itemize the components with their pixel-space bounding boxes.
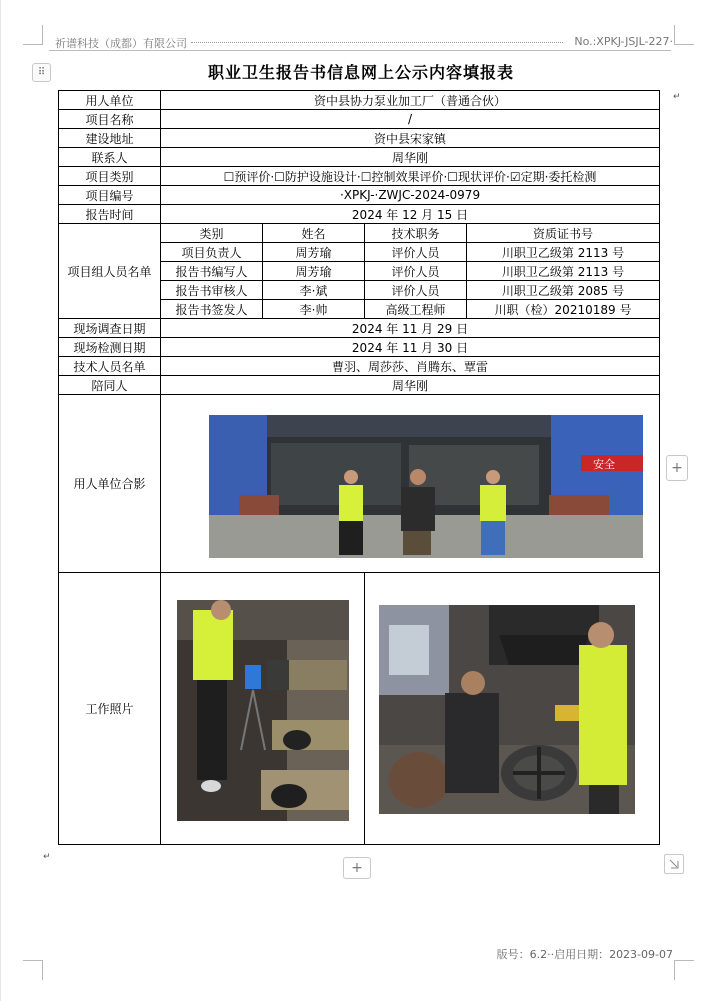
value-report-time[interactable]: 2024 年 12 月 15 日 bbox=[161, 205, 660, 224]
table-resize-handle-icon[interactable] bbox=[664, 854, 684, 874]
team-header-role: 类别 bbox=[161, 224, 263, 243]
value-category[interactable]: ☐预评价·☐防护设施设计·☐控制效果评价·☐现状评价·☑定期·委托检测 bbox=[161, 167, 660, 186]
label-escort: 陪同人 bbox=[59, 376, 161, 395]
label-category: 项目类别 bbox=[59, 167, 161, 186]
add-column-button[interactable]: + bbox=[666, 455, 688, 481]
team-title[interactable]: 评价人员 bbox=[365, 281, 467, 300]
table-move-handle-icon[interactable]: ⠿ bbox=[32, 63, 51, 82]
team-title[interactable]: 评价人员 bbox=[365, 243, 467, 262]
label-employer: 用人单位 bbox=[59, 91, 161, 110]
work-photo-1 bbox=[177, 600, 349, 821]
team-cert[interactable]: 川职卫乙级第 2113 号 bbox=[467, 262, 660, 281]
team-title[interactable]: 评价人员 bbox=[365, 262, 467, 281]
row-employer bbox=[59, 91, 660, 110]
label-survey-date: 现场调查日期 bbox=[59, 319, 161, 338]
team-cert[interactable]: 川职（检）20210189 号 bbox=[467, 300, 660, 319]
team-title[interactable]: 高级工程师 bbox=[365, 300, 467, 319]
row-category bbox=[59, 167, 660, 186]
team-role[interactable]: 报告书审核人 bbox=[161, 281, 263, 300]
crop-mark-bottom-left bbox=[23, 960, 43, 980]
header-doc-no: No.:XPKJ-JSJL-227· bbox=[574, 35, 673, 48]
page-title: 职业卫生报告书信息网上公示内容填报表 bbox=[207, 63, 514, 82]
team-header-name: 姓名 bbox=[263, 224, 365, 243]
team-role[interactable]: 项目负责人 bbox=[161, 243, 263, 262]
header-rule bbox=[49, 50, 671, 51]
team-cert[interactable]: 川职卫乙级第 2085 号 bbox=[467, 281, 660, 300]
team-name[interactable]: 周芳瑜 bbox=[263, 243, 365, 262]
header-dot-leader bbox=[191, 42, 563, 43]
label-project-name: 项目名称 bbox=[59, 110, 161, 129]
row-project-no bbox=[59, 186, 660, 205]
team-header-title: 技术职务 bbox=[365, 224, 467, 243]
value-contact[interactable]: 周华刚 bbox=[161, 148, 660, 167]
row-survey-date bbox=[59, 319, 660, 338]
label-work-photos: 工作照片 bbox=[59, 573, 161, 845]
label-address: 建设地址 bbox=[59, 129, 161, 148]
value-technicians[interactable]: 曹羽、周莎莎、肖腾东、覃雷 bbox=[161, 357, 660, 376]
label-detect-date: 现场检测日期 bbox=[59, 338, 161, 357]
row-contact bbox=[59, 148, 660, 167]
value-project-name[interactable]: / bbox=[161, 110, 660, 129]
label-group-photo: 用人单位合影 bbox=[59, 395, 161, 573]
row-escort bbox=[59, 376, 660, 395]
label-contact: 联系人 bbox=[59, 148, 161, 167]
crop-mark-top-left bbox=[23, 25, 43, 45]
row-technicians bbox=[59, 357, 660, 376]
row-report-time bbox=[59, 205, 660, 224]
row-team-header bbox=[59, 224, 660, 243]
paragraph-mark-icon: ↵ bbox=[43, 852, 51, 862]
value-address[interactable]: 资中县宋家镇 bbox=[161, 129, 660, 148]
team-role[interactable]: 报告书编写人 bbox=[161, 262, 263, 281]
value-detect-date[interactable]: 2024 年 11 月 30 日 bbox=[161, 338, 660, 357]
crop-mark-top-right bbox=[674, 25, 694, 45]
team-name[interactable]: 周芳瑜 bbox=[263, 262, 365, 281]
label-project-no: 项目编号 bbox=[59, 186, 161, 205]
crop-mark-bottom-right bbox=[674, 960, 694, 980]
label-report-time: 报告时间 bbox=[59, 205, 161, 224]
row-project-name bbox=[59, 110, 660, 129]
team-name[interactable]: 李·斌 bbox=[263, 281, 365, 300]
team-role[interactable]: 报告书签发人 bbox=[161, 300, 263, 319]
value-employer[interactable]: 资中县协力泵业加工厂（普通合伙） bbox=[161, 91, 660, 110]
row-detect-date bbox=[59, 338, 660, 357]
team-header-cert: 资质证书号 bbox=[467, 224, 660, 243]
page-header bbox=[51, 34, 673, 50]
add-row-button[interactable]: + bbox=[343, 857, 371, 879]
label-technicians: 技术人员名单 bbox=[59, 357, 161, 376]
work-photo-2 bbox=[379, 605, 635, 814]
row-address bbox=[59, 129, 660, 148]
banner-text: 安全 bbox=[593, 458, 615, 471]
value-project-no[interactable]: ·XPKJ-·ZWJC-2024-0979 bbox=[161, 186, 660, 205]
team-name[interactable]: 李·帅 bbox=[263, 300, 365, 319]
value-escort[interactable]: 周华刚 bbox=[161, 376, 660, 395]
group-photo bbox=[209, 415, 643, 558]
page-footer-version: 版号：6.2··启用日期：2023-09-07 bbox=[496, 948, 673, 961]
value-survey-date[interactable]: 2024 年 11 月 29 日 bbox=[161, 319, 660, 338]
label-team: 项目组人员名单 bbox=[59, 224, 161, 319]
header-company: 祈谱科技（成都）有限公司 bbox=[55, 37, 187, 50]
team-cert[interactable]: 川职卫乙级第 2113 号 bbox=[467, 243, 660, 262]
paragraph-mark-icon: ↵ bbox=[673, 92, 681, 102]
